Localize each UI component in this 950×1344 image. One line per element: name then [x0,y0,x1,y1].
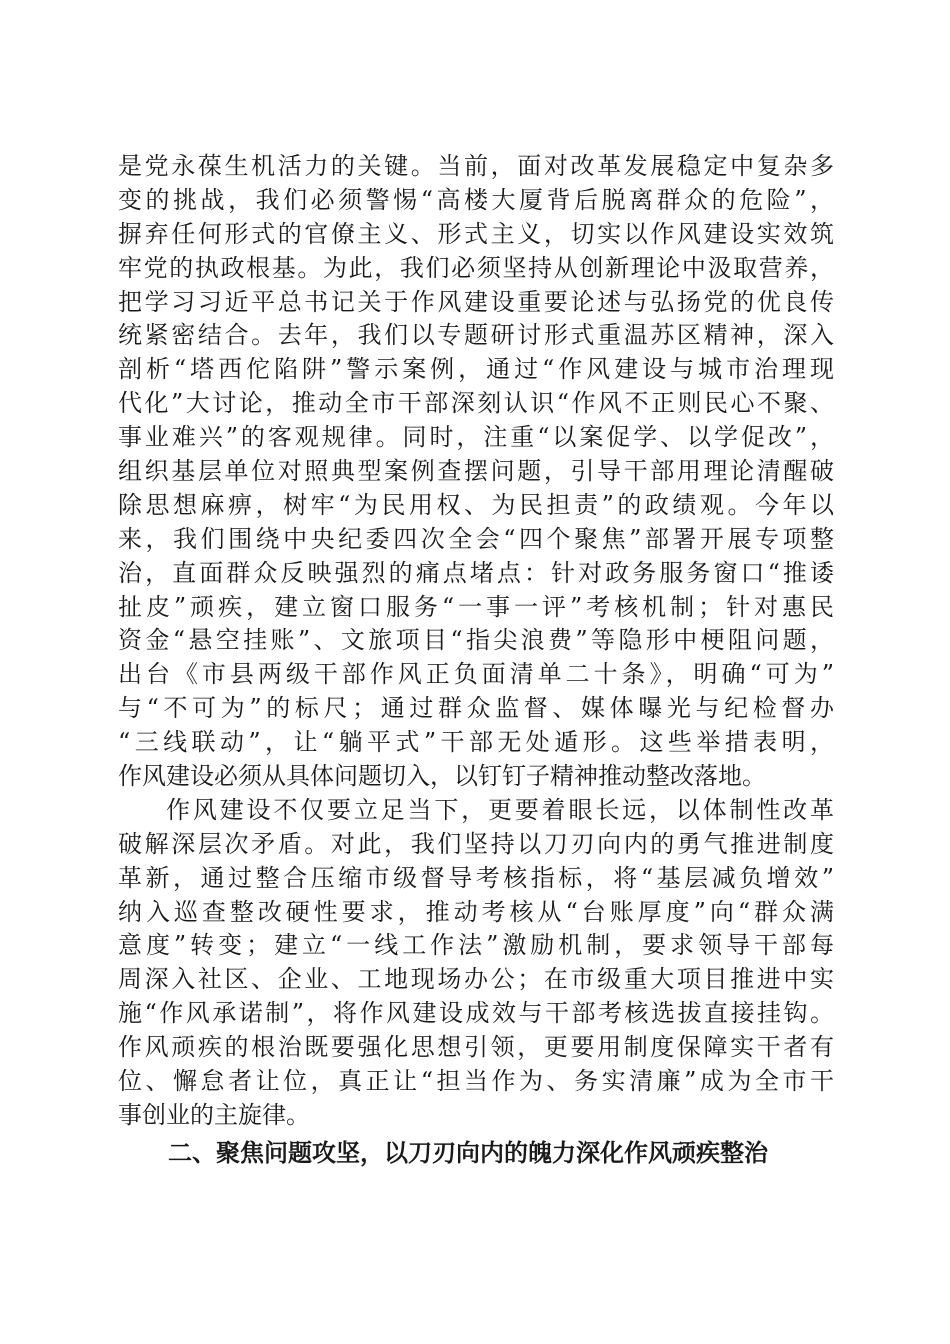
text-line: 与“不可为”的标尺；通过群众监督、媒体曝光与纪检督办 [118,694,834,723]
text-line: 作风建设必须从具体问题切入，以钉钉子精神推动整改落地。 [118,762,766,791]
text-line: 变的挑战，我们必须警惕“高楼大厦背后脱离群众的危险”， [118,185,834,214]
text-line: 事业难兴”的客观规律。同时，注重“以案促学、以学促改”， [118,423,834,452]
text-line: 扯皮”顽疾，建立窗口服务“一事一评”考核机制；针对惠民 [118,592,834,621]
paragraph-1 [118,150,834,794]
document-page [118,150,834,1171]
text-line: 位、懈怠者让位，真正让“担当作为、务实清廉”成为全市干 [118,1067,834,1096]
text-line: 事创业的主旋律。 [118,1100,310,1129]
text-line: 纳入巡查整改硬性要求，推动考核从“台账厚度”向“群众满 [118,897,834,926]
text-line: 摒弃任何形式的官僚主义、形式主义，切实以作风建设实效筑 [118,219,834,248]
text-line: 出台《市县两级干部作风正负面清单二十条》，明确“可为” [118,660,834,689]
paragraph-2 [118,794,834,1133]
text-line: “三线联动”，让“躺平式”干部无处遁形。这些举措表明， [118,728,834,757]
text-line: 作风建设不仅要立足当下，更要着眼长远，以体制性改革 [166,795,834,824]
text-line: 革新，通过整合压缩市级督导考核指标，将“基层减负增效” [118,863,834,892]
text-line: 代化”大讨论，推动全市干部深刻认识“作风不正则民心不聚、 [118,389,834,418]
text-line: 施“作风承诺制”，将作风建设成效与干部考核选拔直接挂钩。 [118,999,834,1028]
text-line: 是党永葆生机活力的关键。当前，面对改革发展稳定中复杂多 [118,152,834,180]
text-line: 剖析“塔西佗陷阱”警示案例，通过“作风建设与城市治理现 [118,355,834,384]
text-line: 周深入社区、企业、工地现场办公；在市级重大项目推进中实 [118,965,834,994]
text-line: 作风顽疾的根治既要强化思想引领，更要用制度保障实干者有 [118,1033,834,1062]
text-line: 组织基层单位对照典型案例查摆问题，引导干部用理论清醒破 [118,457,834,486]
text-line: 牢党的执政根基。为此，我们必须坚持从创新理论中汲取营养， [118,253,834,282]
text-line: 破解深层次矛盾。对此，我们坚持以刀刃向内的勇气推进制度 [118,829,834,858]
text-line: 意度”转变；建立“一线工作法”激励机制，要求领导干部每 [118,931,834,960]
text-line: 把学习习近平总书记关于作风建设重要论述与弘扬党的优良传 [118,287,834,316]
text-line: 治，直面群众反映强烈的痛点堵点：针对政务服务窗口“推诿 [118,558,834,587]
text-line: 统紧密结合。去年，我们以专题研讨形式重温苏区精神，深入 [118,321,834,350]
text-line: 除思想麻痹，树牢“为民用权、为民担责”的政绩观。今年以 [118,490,834,519]
text-line: 来，我们围绕中央纪委四次全会“四个聚焦”部署开展专项整 [118,524,834,553]
text-line: 资金“悬空挂账”、文旅项目“指尖浪费”等隐形中梗阻问题， [118,626,834,655]
section-heading: 二、聚焦问题攻坚，以刀刃向内的魄力深化作风顽疾整治 [168,1138,768,1167]
